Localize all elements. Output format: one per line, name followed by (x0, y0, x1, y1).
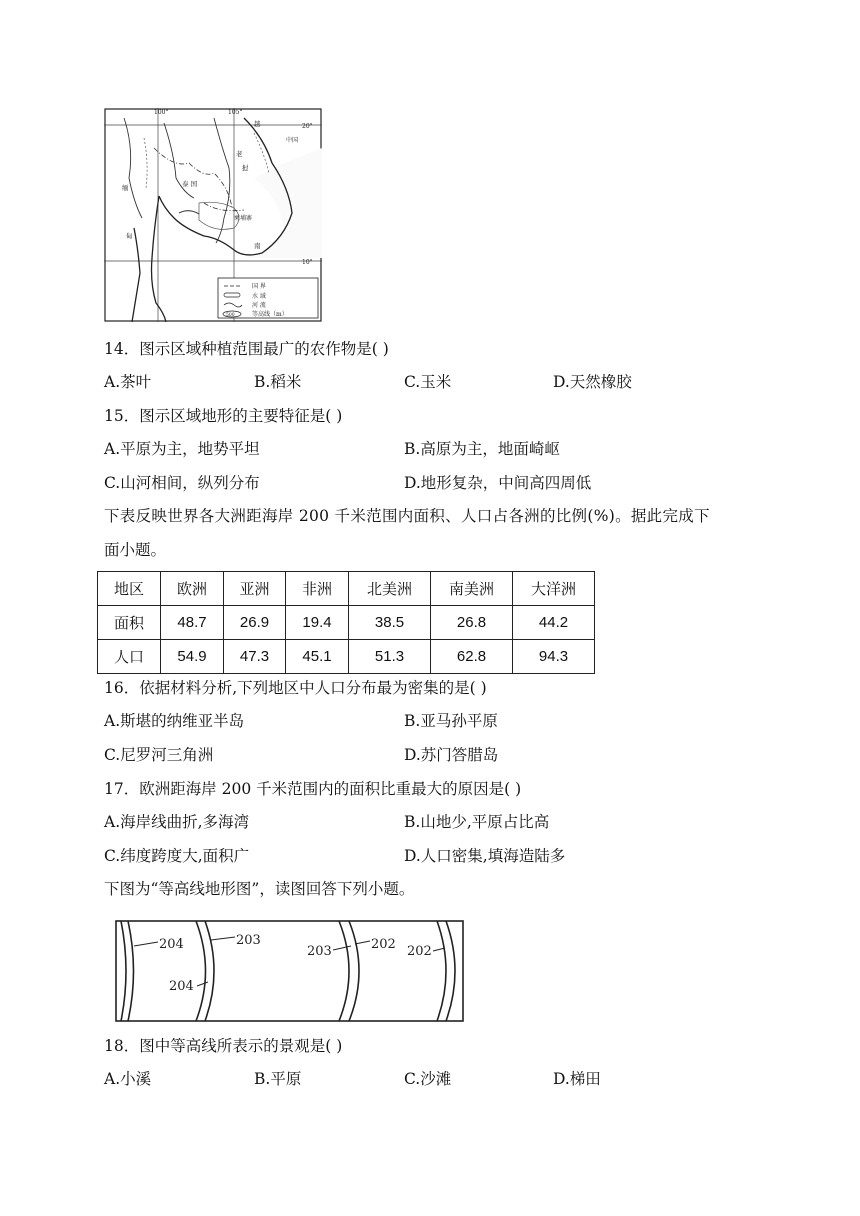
table-cell: 44.2 (513, 606, 595, 640)
q16-option-d[interactable]: D.苏门答腊岛 (404, 746, 499, 764)
table-cell: 48.7 (161, 606, 224, 640)
svg-text:10°: 10° (302, 259, 313, 266)
table-cell: 面积 (98, 606, 161, 640)
table-intro-line1: 下表反映世界各大洲距海岸 200 千米范围内面积、人口占各洲的比例(%)。据此完成下 (104, 507, 710, 525)
table-cell: 94.3 (513, 640, 595, 674)
svg-text:105°: 105° (228, 109, 243, 116)
svg-text:柬埔寨: 柬埔寨 (234, 215, 253, 222)
question-16-stem: 16．依据材料分析,下列地区中人口分布最为密集的是( ) (104, 679, 487, 697)
question-17-stem: 17．欧洲距海岸 200 千米范围内的面积比重最大的原因是( ) (104, 780, 522, 798)
q17-option-b[interactable]: B.山地少,平原占比高 (404, 813, 550, 831)
svg-text:500: 500 (226, 313, 235, 318)
q17-option-c[interactable]: C.纬度跨度大,面积广 (104, 847, 250, 865)
q14-option-a[interactable]: A.茶叶 (104, 373, 152, 391)
table-header-cell: 北美洲 (349, 572, 431, 606)
indochina-map (104, 108, 322, 322)
table-header-cell: 欧洲 (161, 572, 224, 606)
svg-text:南: 南 (254, 242, 261, 250)
q18-option-c[interactable]: C.沙滩 (404, 1070, 452, 1088)
q15-option-d[interactable]: D.地形复杂，中间高四周低 (404, 474, 592, 492)
table-row (98, 606, 595, 640)
table-header-cell: 非洲 (286, 572, 349, 606)
table-intro-line2: 面小题。 (104, 541, 167, 559)
svg-text:河 流: 河 流 (252, 302, 266, 309)
svg-text:中国: 中国 (286, 137, 299, 144)
contour-label: 202 (407, 944, 432, 959)
table-header-cell: 地区 (98, 572, 161, 606)
svg-text:国 界: 国 界 (252, 283, 266, 290)
table-cell: 51.3 (349, 640, 431, 674)
q17-option-a[interactable]: A.海岸线曲折,多海湾 (104, 813, 250, 831)
table-cell: 26.9 (224, 606, 286, 640)
svg-text:甸: 甸 (126, 232, 133, 240)
table-header-cell: 南美洲 (431, 572, 513, 606)
contour-label: 204 (159, 937, 184, 952)
q15-option-b[interactable]: B.高原为主，地面崎岖 (404, 440, 560, 458)
svg-text:挝: 挝 (242, 164, 249, 172)
svg-text:缅: 缅 (122, 184, 129, 192)
contour-intro: 下图为“等高线地形图”，读图回答下列小题。 (104, 880, 415, 898)
svg-text:100°: 100° (154, 109, 169, 116)
svg-text:等高线（m）: 等高线（m） (252, 311, 288, 318)
table-cell: 19.4 (286, 606, 349, 640)
question-15-stem: 15．图示区域地形的主要特征是( ) (104, 407, 343, 425)
q14-option-d[interactable]: D.天然橡胶 (553, 373, 632, 391)
table-header-row (98, 572, 595, 606)
svg-text:老: 老 (236, 150, 243, 158)
table-cell: 人口 (98, 640, 161, 674)
contour-map (115, 920, 464, 1022)
table-cell: 26.8 (431, 606, 513, 640)
table-header-cell: 大洋洲 (513, 572, 595, 606)
q15-option-c[interactable]: C.山河相间，纵列分布 (104, 474, 260, 492)
svg-text:泰 国: 泰 国 (182, 180, 198, 188)
svg-text:水 域: 水 域 (252, 293, 266, 300)
q16-option-b[interactable]: B.亚马孙平原 (404, 712, 498, 730)
question-18-stem: 18．图中等高线所表示的景观是( ) (104, 1037, 343, 1055)
table-cell: 62.8 (431, 640, 513, 674)
q15-option-a[interactable]: A.平原为主，地势平坦 (104, 440, 260, 458)
coastal-ratio-table (97, 571, 595, 674)
contour-label: 204 (169, 979, 194, 994)
contour-label: 203 (307, 944, 332, 959)
table-cell: 45.1 (286, 640, 349, 674)
svg-text:越: 越 (254, 120, 261, 128)
svg-text:20°: 20° (302, 123, 313, 130)
contour-label: 202 (371, 937, 396, 952)
q18-option-d[interactable]: D.梯田 (553, 1070, 601, 1088)
contour-label: 203 (236, 933, 261, 948)
q16-option-c[interactable]: C.尼罗河三角洲 (104, 746, 214, 764)
q16-option-a[interactable]: A.斯堪的纳维亚半岛 (104, 712, 245, 730)
q14-option-c[interactable]: C.玉米 (404, 373, 452, 391)
q18-option-b[interactable]: B.平原 (254, 1070, 302, 1088)
table-cell: 38.5 (349, 606, 431, 640)
q17-option-d[interactable]: D.人口密集,填海造陆多 (404, 847, 566, 865)
q14-option-b[interactable]: B.稻米 (254, 373, 302, 391)
table-cell: 47.3 (224, 640, 286, 674)
question-14-stem: 14．图示区域种植范围最广的农作物是( ) (104, 340, 389, 358)
table-header-cell: 亚洲 (224, 572, 286, 606)
table-cell: 54.9 (161, 640, 224, 674)
q18-option-a[interactable]: A.小溪 (104, 1070, 152, 1088)
table-row (98, 640, 595, 674)
